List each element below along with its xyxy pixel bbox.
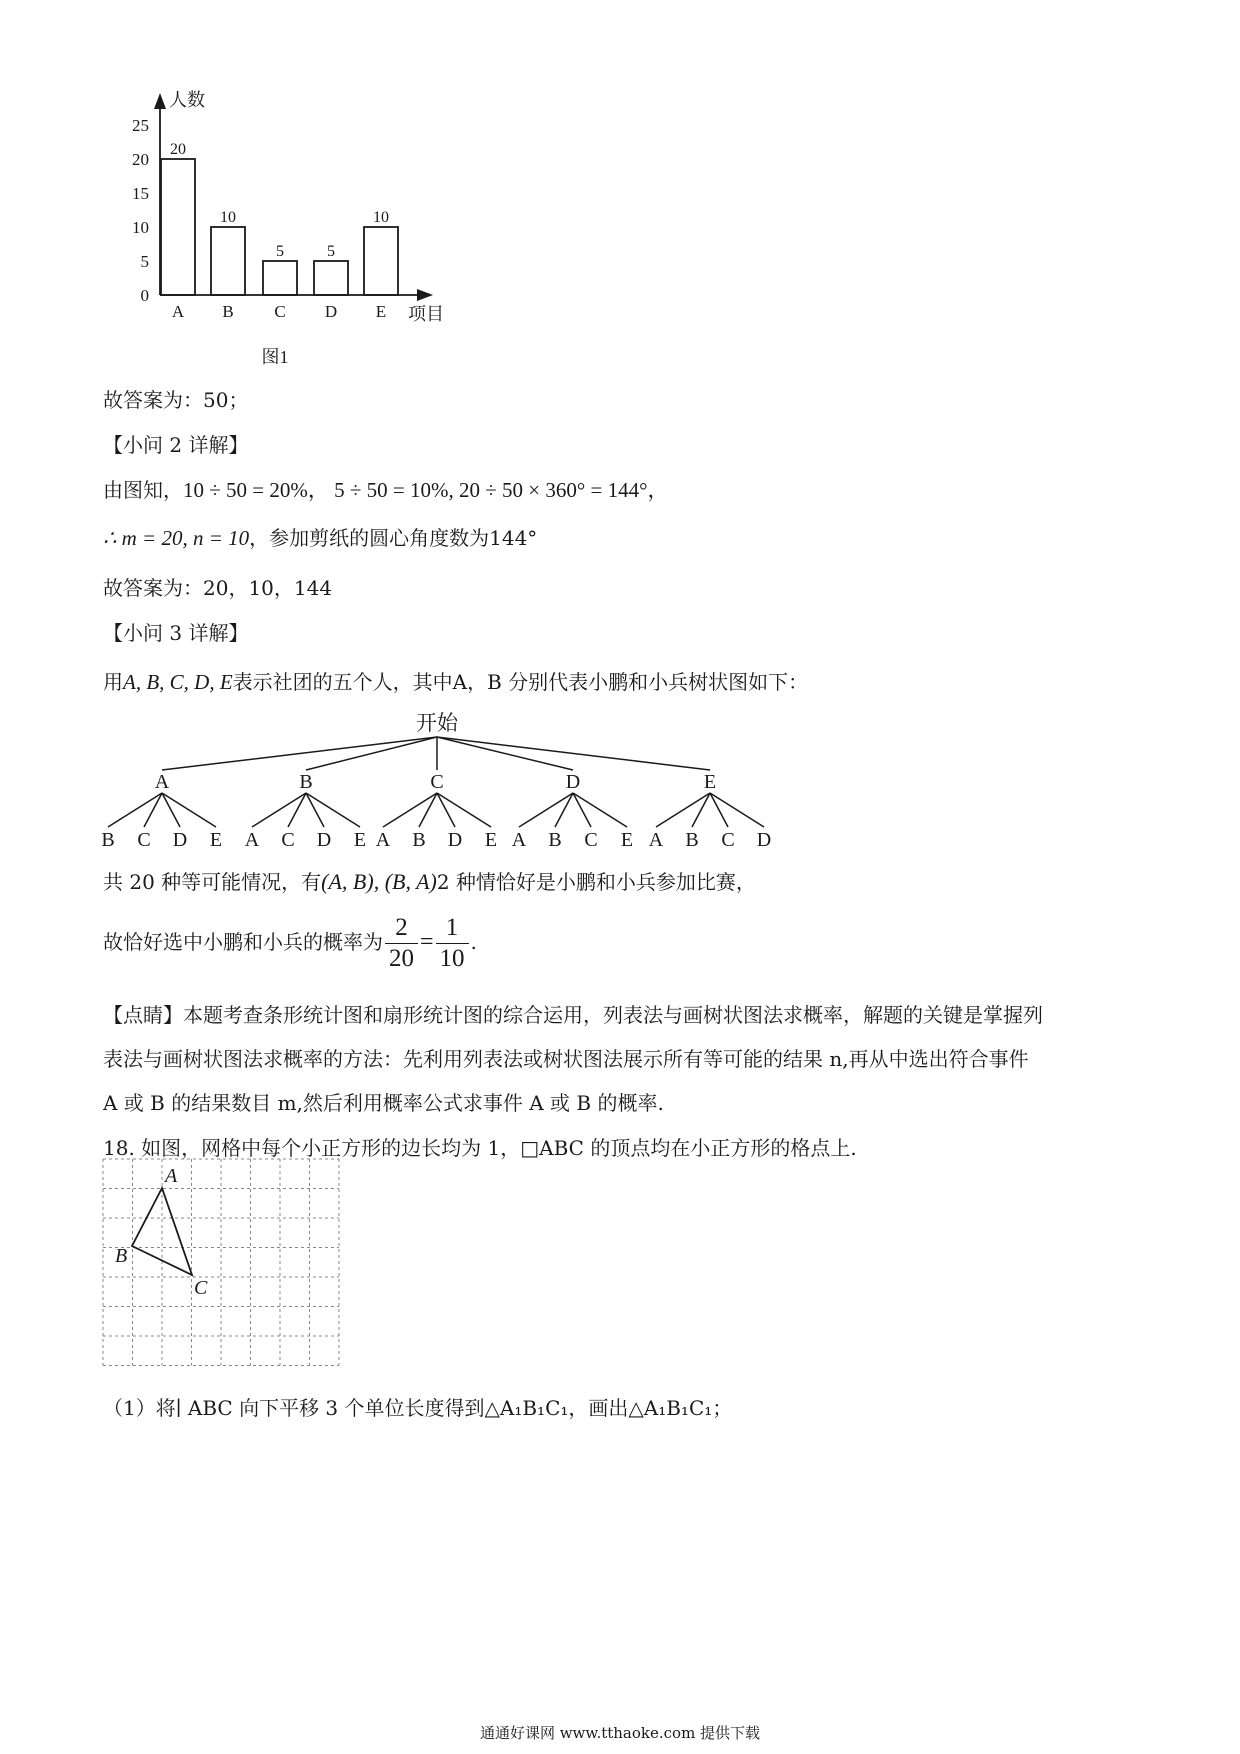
bar bbox=[161, 159, 195, 295]
tree-node-level2: A bbox=[511, 829, 527, 851]
y-tick-label: 20 bbox=[132, 150, 149, 169]
tree-node-level2: D bbox=[447, 829, 463, 851]
part2-line1-math: 10 ÷ 50 = 20%， 5 ÷ 50 = 10%, 20 ÷ 50 × 360° = 144°， bbox=[183, 478, 669, 502]
tree-node-level2: D bbox=[172, 829, 188, 851]
bar-value-label: 20 bbox=[170, 141, 186, 158]
part2-line1-prefix: 由图知， bbox=[103, 478, 183, 502]
x-axis-arrow bbox=[417, 289, 433, 301]
part3-heading: 【小问 3 详解】 bbox=[103, 621, 249, 645]
tree-node-level2: B bbox=[101, 829, 115, 851]
tree-node-level2: A bbox=[648, 829, 664, 851]
tree-node-level2: E bbox=[209, 829, 223, 851]
vertex-label-c: C bbox=[194, 1277, 208, 1299]
part3-intro-text: 表示社团的五个人，其中A，B 分别代表小鹏和小兵树状图如下： bbox=[232, 670, 809, 694]
tree-node-level2: C bbox=[281, 829, 295, 851]
y-tick-label: 25 bbox=[132, 116, 149, 135]
tree-edge bbox=[162, 793, 216, 827]
tree-edge bbox=[437, 737, 573, 770]
comment-line2: 表法与画树状图法求概率的方法：先利用列表法或树状图法展示所有等可能的结果 n,再从中选出符合事件 bbox=[103, 1047, 1029, 1071]
y-axis-arrow bbox=[154, 93, 166, 109]
tree-node-level2: E bbox=[353, 829, 367, 851]
comment-line1: 【点睛】本题考查条形统计图和扇形统计图的综合运用，列表法与画树状图法求概率，解题的关键是掌握列 bbox=[103, 1003, 1043, 1027]
tree-node-level2: C bbox=[137, 829, 151, 851]
tree-node-level1: E bbox=[703, 771, 717, 793]
tree-node-level1: A bbox=[154, 771, 170, 793]
part3-intro-math: A, B, C, D, E bbox=[123, 670, 233, 694]
tree-node-level2: E bbox=[620, 829, 634, 851]
tree-edge bbox=[306, 737, 437, 770]
prob-end: . bbox=[470, 930, 477, 954]
bar-value-label: 10 bbox=[220, 209, 236, 226]
answer-part2: 故答案为：20，10，144 bbox=[103, 576, 333, 600]
prob-prefix: 故恰好选中小鹏和小兵的概率为 bbox=[103, 930, 383, 954]
part3-result bbox=[103, 868, 756, 896]
tree-node-level2: D bbox=[756, 829, 772, 851]
part2-line1 bbox=[103, 476, 668, 504]
y-tick-label: 15 bbox=[132, 184, 149, 203]
bar bbox=[211, 227, 245, 295]
bar-value-label: 5 bbox=[276, 243, 284, 260]
bar-chart bbox=[95, 85, 465, 385]
part2-line2 bbox=[103, 524, 537, 552]
part2-line2-math: ∴ m = 20, n = 10 bbox=[103, 526, 250, 550]
chart-caption: 图1 bbox=[261, 347, 289, 367]
comment-line3: A 或 B 的结果数目 m,然后利用概率公式求事件 A 或 B 的概率. bbox=[103, 1091, 664, 1115]
tree-node-level2: D bbox=[316, 829, 332, 851]
bar bbox=[364, 227, 398, 295]
tree-node-level2: C bbox=[584, 829, 598, 851]
tree-edge bbox=[252, 793, 306, 827]
page-footer: 通通好课网 www.tthaoke.com 提供下载 bbox=[479, 1724, 761, 1742]
tree-edge bbox=[162, 737, 437, 770]
tree-edge bbox=[710, 793, 764, 827]
x-tick-label: D bbox=[324, 302, 338, 321]
tree-edge bbox=[437, 793, 491, 827]
tree-node-level2: A bbox=[244, 829, 260, 851]
tree-edge bbox=[519, 793, 573, 827]
y-axis-label: 人数 bbox=[169, 90, 205, 110]
bar bbox=[263, 261, 297, 295]
vertex-label-a: A bbox=[165, 1165, 178, 1187]
part3-intro-prefix: 用 bbox=[103, 670, 123, 694]
tree-edge bbox=[383, 793, 437, 827]
bar-value-label: 10 bbox=[373, 209, 389, 226]
y-tick-label: 0 bbox=[140, 286, 149, 305]
question-18-stem: 18. 如图，网格中每个小正方形的边长均为 1，□ABC 的顶点均在小正方形的格点上. bbox=[103, 1136, 857, 1160]
tree-node-level2: B bbox=[685, 829, 699, 851]
tree-node-level2: B bbox=[412, 829, 426, 851]
tree-node-level1: D bbox=[565, 771, 581, 793]
part2-line2-text: ，参加剪纸的圆心角度数为144° bbox=[249, 526, 538, 550]
bar bbox=[314, 261, 348, 295]
vertex-label-b: B bbox=[115, 1245, 128, 1267]
x-tick-label: B bbox=[222, 302, 234, 321]
tree-root-label: 开始 bbox=[416, 711, 458, 735]
tree-edge bbox=[108, 793, 162, 827]
x-axis-label: 项目 bbox=[408, 304, 444, 324]
tree-edge bbox=[437, 737, 710, 770]
question-18-sub1: （1）将∣ ABC 向下平移 3 个单位长度得到△A₁B₁C₁，画出△A₁B₁C₁； bbox=[103, 1396, 733, 1420]
prob-equals: = bbox=[420, 929, 434, 955]
y-tick-label: 5 bbox=[140, 252, 149, 271]
tree-node-level2: B bbox=[548, 829, 562, 851]
part2-heading: 【小问 2 详解】 bbox=[103, 433, 249, 457]
tree-edge bbox=[573, 793, 627, 827]
part3-result-math: (A, B), (B, A) bbox=[321, 869, 437, 894]
part3-result-prefix: 共 20 种等可能情况，有 bbox=[103, 870, 322, 894]
tree-diagram bbox=[90, 700, 810, 855]
part3-intro bbox=[103, 668, 808, 696]
grid-figure bbox=[100, 1156, 350, 1371]
x-tick-label: E bbox=[375, 302, 387, 321]
part3-result-text: 2 种情恰好是小鹏和小兵参加比赛， bbox=[436, 870, 756, 894]
tree-node-level1: B bbox=[299, 771, 313, 793]
tree-edge bbox=[306, 793, 360, 827]
tree-node-level2: A bbox=[375, 829, 391, 851]
fraction-2-20: $\frac{2}{20}$ bbox=[385, 913, 418, 974]
tree-node-level2: C bbox=[721, 829, 735, 851]
tree-edge bbox=[656, 793, 710, 827]
tree-node-level2: E bbox=[484, 829, 498, 851]
answer-part1: 故答案为：50； bbox=[103, 388, 249, 412]
fraction-1-10: $\frac{1}{10}$ bbox=[436, 913, 469, 974]
tree-node-level1: C bbox=[430, 771, 444, 793]
bar-value-label: 5 bbox=[327, 243, 335, 260]
y-tick-label: 10 bbox=[132, 218, 149, 237]
part3-probability bbox=[103, 912, 477, 974]
x-tick-label: A bbox=[171, 302, 185, 321]
x-tick-label: C bbox=[274, 302, 286, 321]
